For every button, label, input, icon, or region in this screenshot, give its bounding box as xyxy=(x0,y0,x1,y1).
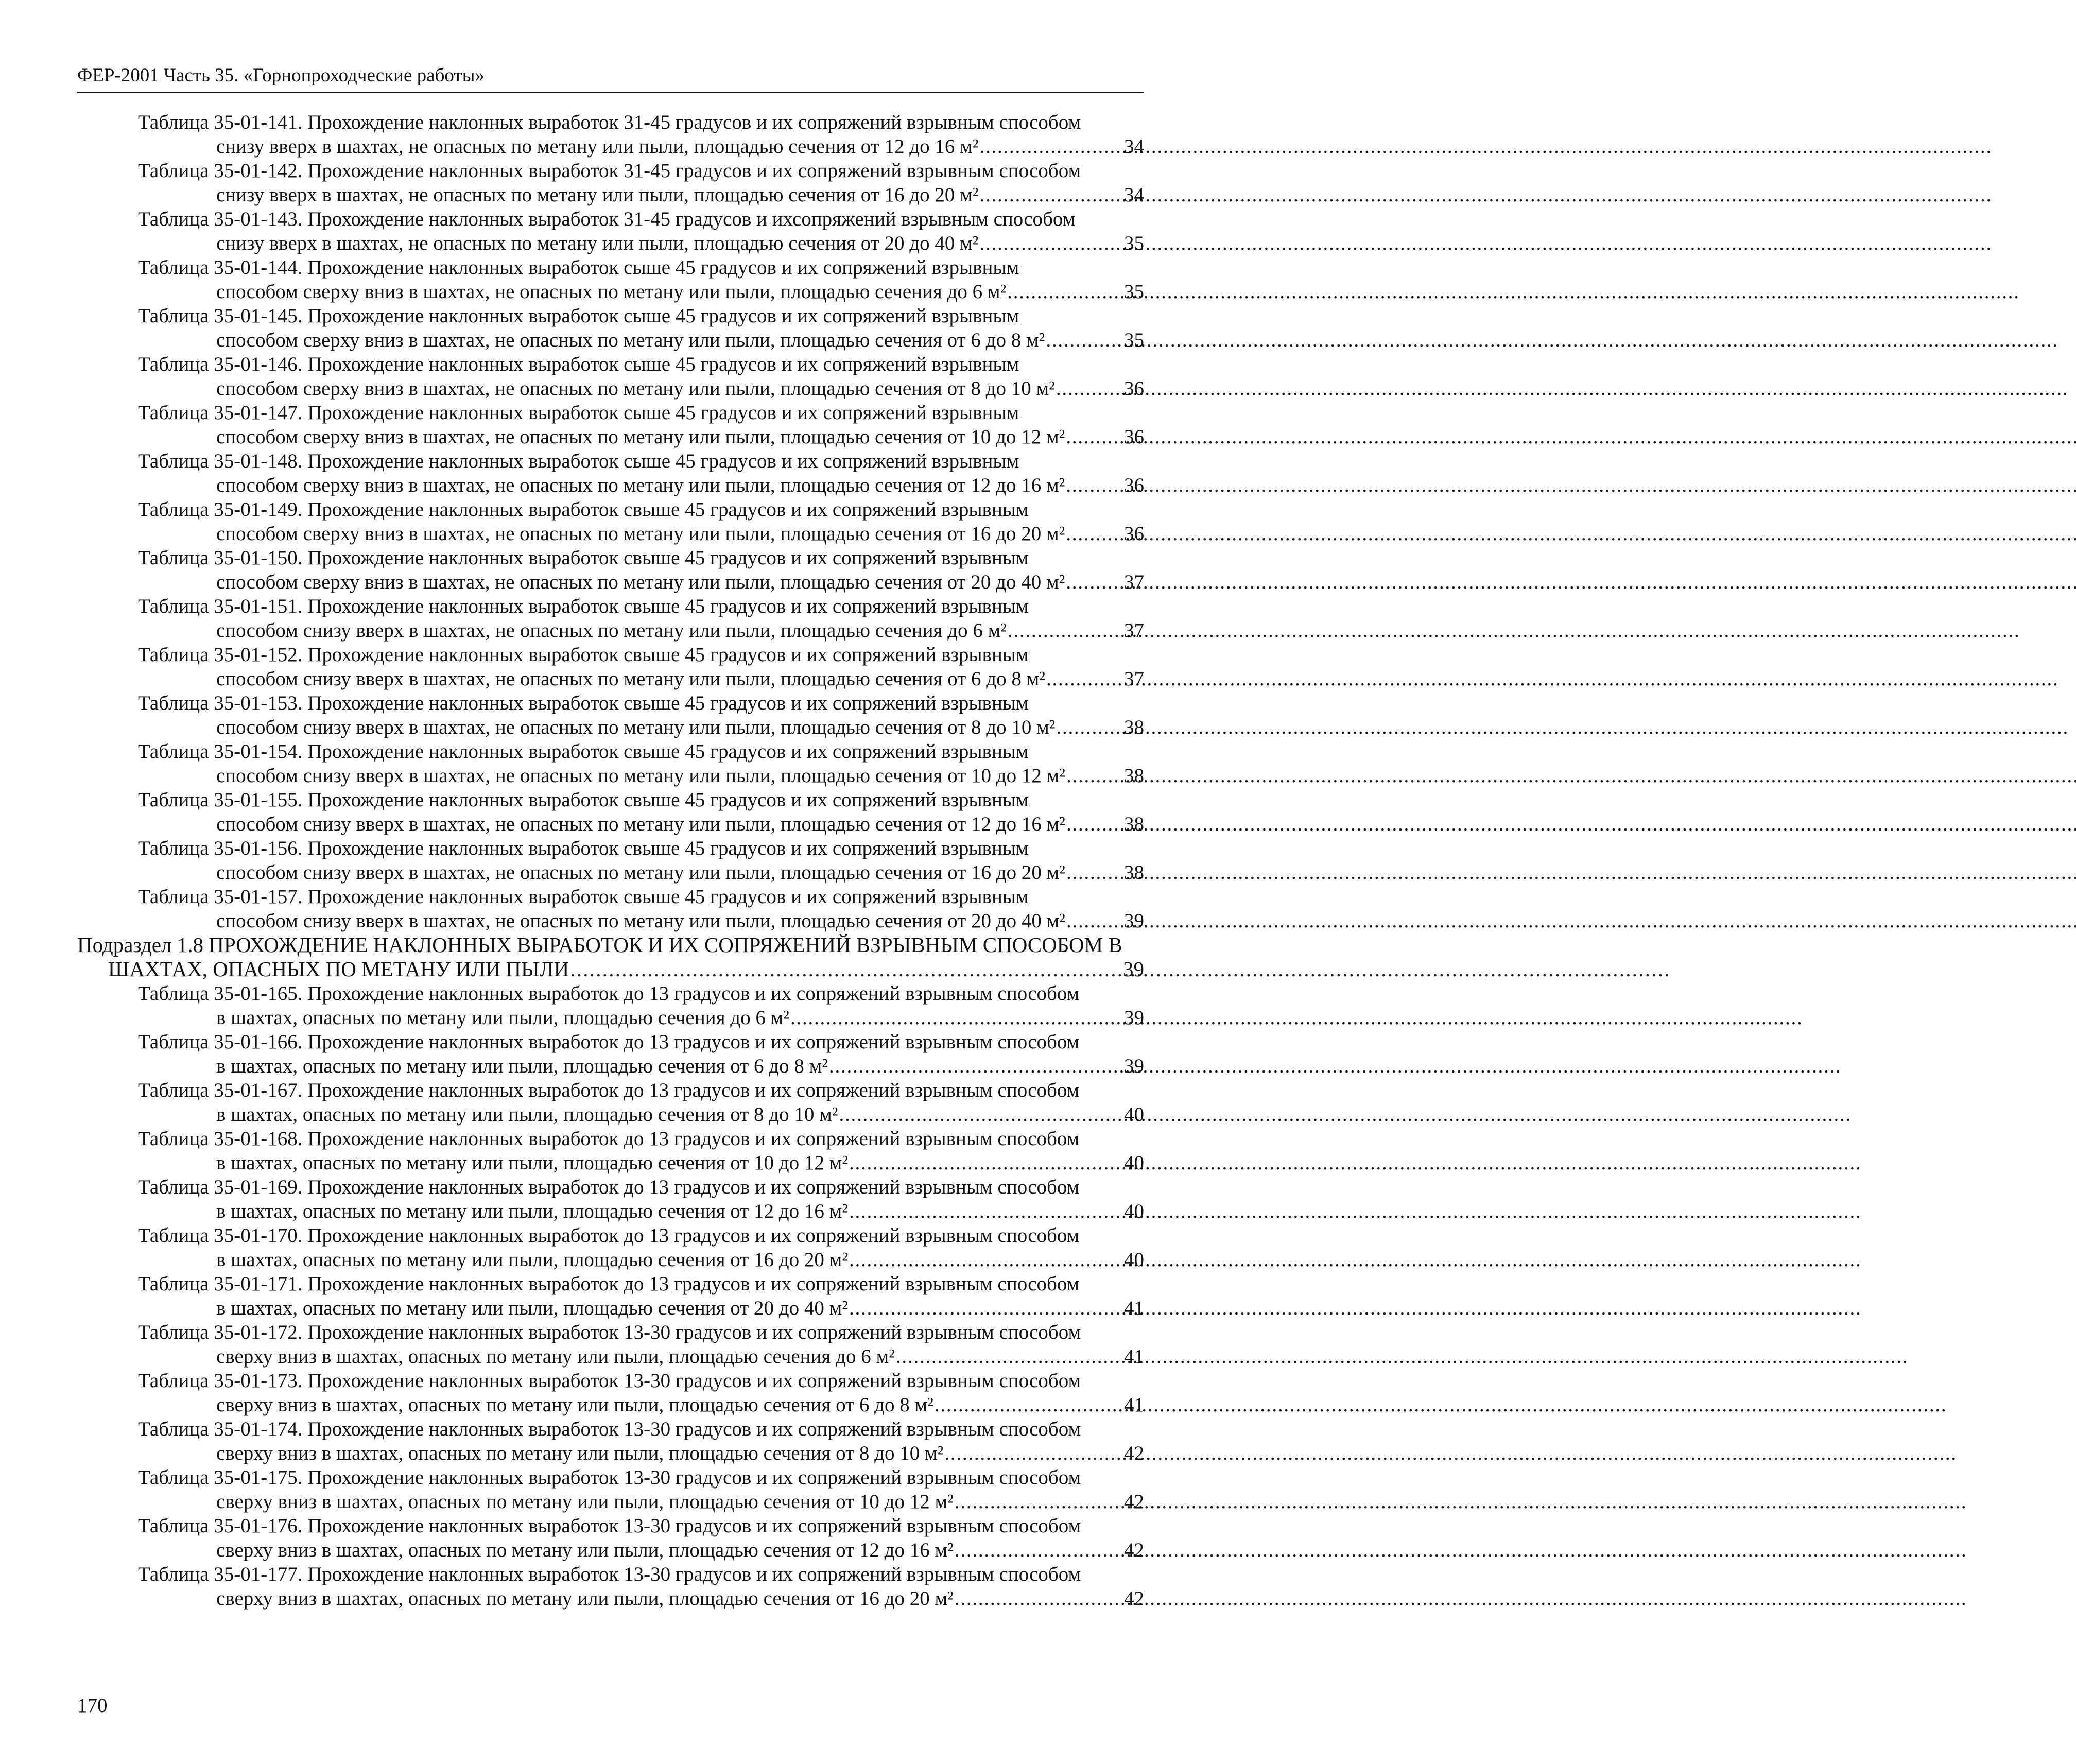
toc-entry-text: сверху вниз в шахтах, опасных по метану или пыли, площадью сечения от 8 до 10 м² xyxy=(216,1442,944,1464)
toc-group-tables-141-157 xyxy=(77,110,1144,933)
toc-entry-title: Таблица 35-01-172. Прохождение наклонных выработок 13-30 градусов и их сопряжений взрывным способом xyxy=(138,1321,1081,1343)
toc-entry[interactable] xyxy=(77,594,1144,643)
toc-entry-text: снизу вверх в шахтах, не опасных по метану или пыли, площадью сечения от 12 до 16 м² xyxy=(216,135,979,158)
dot-leader xyxy=(839,1102,1123,1127)
toc-entry-continuation xyxy=(77,570,1144,594)
toc-entry-page: 39 xyxy=(1124,910,1144,932)
toc-entry-continuation xyxy=(77,1199,1144,1223)
toc-entry-title: Таблица 35-01-141. Прохождение наклонных выработок 31-45 градусов и их сопряжений взрывным способом xyxy=(138,111,1081,133)
toc-entry[interactable] xyxy=(77,1175,1144,1223)
toc-entry[interactable] xyxy=(77,255,1144,304)
dot-leader xyxy=(955,1586,1123,1611)
dot-leader xyxy=(1066,522,1123,546)
toc-entry-text: снизу вверх в шахтах, не опасных по метану или пыли, площадью сечения от 16 до 20 м² xyxy=(216,184,979,206)
toc-entry-page: 41 xyxy=(1124,1394,1144,1416)
toc-entry-text: в шахтах, опасных по метану или пыли, площадью сечения от 8 до 10 м² xyxy=(216,1103,838,1126)
toc-entry-title: Таблица 35-01-153. Прохождение наклонных выработок свыше 45 градусов и их сопряжений взрывным xyxy=(138,692,1029,714)
toc-entry-text: способом сверху вниз в шахтах, не опасных по метану или пыли, площадью сечения от 16 до 20 м² xyxy=(216,523,1065,545)
toc-entry-page: 38 xyxy=(1124,813,1144,835)
toc-entry[interactable] xyxy=(77,1417,1144,1465)
toc-entry[interactable] xyxy=(77,885,1144,933)
toc-entry-continuation xyxy=(77,715,1144,739)
toc-entry-title: Таблица 35-01-146. Прохождение наклонных выработок сыше 45 градусов и их сопряжений взрывным xyxy=(138,353,1019,375)
dot-leader xyxy=(849,1248,1123,1272)
toc-entry-page: 35 xyxy=(1124,329,1144,351)
toc-entry-title: Таблица 35-01-144. Прохождение наклонных выработок сыше 45 градусов и их сопряжений взрывным xyxy=(138,256,1019,279)
dot-leader xyxy=(1066,473,1123,497)
toc-entry-text: способом снизу вверх в шахтах, не опасных по метану или пыли, площадью сечения от 16 до 20 м² xyxy=(216,861,1065,884)
dot-leader xyxy=(1057,715,1123,739)
toc-entry-text: сверху вниз в шахтах, опасных по метану или пыли, площадью сечения от 16 до 20 м² xyxy=(216,1587,954,1610)
toc-entry-text: в шахтах, опасных по метану или пыли, площадью сечения от 6 до 8 м² xyxy=(216,1055,828,1077)
toc-section-title-cont xyxy=(77,957,1144,981)
toc-entry-continuation xyxy=(77,764,1144,788)
page-number: 170 xyxy=(77,1694,108,1717)
toc-entry-text: сверху вниз в шахтах, опасных по метану или пыли, площадью сечения от 10 до 12 м² xyxy=(216,1491,954,1513)
toc-entry-text: способом снизу вверх в шахтах, не опасных по метану или пыли, площадью сечения от 12 до 16 м² xyxy=(216,813,1065,835)
toc-entry-text: способом сверху вниз в шахтах, не опасных по метану или пыли, площадью сечения от 6 до 8 м² xyxy=(216,329,1045,351)
dot-leader xyxy=(955,1490,1123,1514)
table-of-contents xyxy=(77,110,1144,1611)
toc-entry-continuation xyxy=(77,183,1144,207)
toc-group-tables-165-177 xyxy=(77,981,1144,1611)
toc-entry-text: сверху вниз в шахтах, опасных по метану или пыли, площадью сечения от 6 до 8 м² xyxy=(216,1394,933,1416)
dot-leader xyxy=(1046,328,1123,352)
toc-entry-text: способом сверху вниз в шахтах, не опасных по метану или пыли, площадью сечения от 20 до 40 м² xyxy=(216,571,1065,593)
dot-leader xyxy=(1066,570,1123,594)
toc-entry-page: 36 xyxy=(1124,426,1144,448)
toc-entry-text: способом сверху вниз в шахтах, не опасных по метану или пыли, площадью сечения от 10 до 12 м² xyxy=(216,426,1065,448)
toc-entry-page: 35 xyxy=(1124,281,1144,303)
toc-entry[interactable] xyxy=(77,643,1144,691)
toc-entry-text: способом сверху вниз в шахтах, не опасных по метану или пыли, площадью сечения от 8 до 10 м² xyxy=(216,377,1055,400)
dot-leader xyxy=(980,183,1123,207)
toc-entry[interactable] xyxy=(77,1465,1144,1514)
toc-entry-page: 36 xyxy=(1124,377,1144,400)
toc-entry-text: сверху вниз в шахтах, опасных по метану или пыли, площадью сечения от 12 до 16 м² xyxy=(216,1539,954,1561)
toc-entry[interactable] xyxy=(77,1320,1144,1369)
header-rule xyxy=(77,92,1144,93)
toc-entry[interactable] xyxy=(77,1272,1144,1320)
toc-entry-continuation xyxy=(77,909,1144,933)
toc-entry-page: 41 xyxy=(1124,1345,1144,1368)
toc-entry-continuation xyxy=(77,1393,1144,1417)
toc-section-title: Подраздел 1.8 ПРОХОЖДЕНИЕ НАКЛОННЫХ ВЫРАБОТОК И ИХ СОПРЯЖЕНИЙ ВЗРЫВНЫМ СПОСОБОМ В xyxy=(77,933,1122,957)
toc-entry-text: способом сверху вниз в шахтах, не опасных по метану или пыли, площадью сечения до 6 м² xyxy=(216,281,1007,303)
toc-entry-title: Таблица 35-01-157. Прохождение наклонных выработок свыше 45 градусов и их сопряжений взрывным xyxy=(138,886,1029,908)
toc-entry-title: Таблица 35-01-148. Прохождение наклонных выработок сыше 45 градусов и их сопряжений взрывным xyxy=(138,450,1019,472)
toc-entry-title: Таблица 35-01-175. Прохождение наклонных выработок 13-30 градусов и их сопряжений взрывным способом xyxy=(138,1466,1081,1489)
toc-entry-continuation xyxy=(77,328,1144,352)
toc-entry-page: 39 xyxy=(1124,1055,1144,1077)
toc-entry-title: Таблица 35-01-165. Прохождение наклонных выработок до 13 градусов и их сопряжений взрывным способом xyxy=(138,982,1080,1005)
toc-entry[interactable] xyxy=(77,110,1144,159)
toc-entry-page: 38 xyxy=(1124,716,1144,738)
toc-entry-title: Таблица 35-01-169. Прохождение наклонных выработок до 13 градусов и их сопряжений взрывным способом xyxy=(138,1176,1080,1198)
dot-leader xyxy=(1066,812,1123,836)
toc-entry-continuation xyxy=(77,280,1144,304)
toc-entry[interactable] xyxy=(77,1562,1144,1611)
dot-leader xyxy=(790,1006,1123,1030)
toc-entry-continuation xyxy=(77,812,1144,836)
dot-leader xyxy=(1056,376,1123,401)
toc-entry-page: 37 xyxy=(1124,668,1144,690)
dot-leader xyxy=(1046,667,1123,691)
toc-entry-title: Таблица 35-01-143. Прохождение наклонных выработок 31-45 градусов и ихсопряжений взрывным способом xyxy=(138,208,1076,230)
toc-entry-text: способом снизу вверх в шахтах, не опасных по метану или пыли, площадью сечения от 20 до 40 м² xyxy=(216,910,1065,932)
toc-entry-continuation xyxy=(77,425,1144,449)
toc-entry[interactable] xyxy=(77,497,1144,546)
dot-leader xyxy=(980,231,1123,255)
toc-entry[interactable] xyxy=(77,546,1144,594)
toc-entry-title: Таблица 35-01-170. Прохождение наклонных выработок до 13 градусов и их сопряжений взрывным способом xyxy=(138,1224,1080,1247)
toc-entry-page: 40 xyxy=(1124,1152,1144,1174)
toc-entry[interactable] xyxy=(77,401,1144,449)
toc-entry-page: 35 xyxy=(1124,232,1144,254)
toc-entry-title: Таблица 35-01-150. Прохождение наклонных выработок свыше 45 градусов и их сопряжений взрывным xyxy=(138,547,1029,569)
toc-entry-text: сверху вниз в шахтах, опасных по метану или пыли, площадью сечения до 6 м² xyxy=(216,1345,895,1368)
toc-entry-text: в шахтах, опасных по метану или пыли, площадью сечения от 16 до 20 м² xyxy=(216,1249,849,1271)
toc-entry-continuation xyxy=(77,134,1144,159)
toc-entry-continuation xyxy=(77,1296,1144,1320)
toc-entry[interactable] xyxy=(77,836,1144,885)
toc-entry[interactable] xyxy=(77,1223,1144,1272)
toc-entry-continuation xyxy=(77,522,1144,546)
toc-entry-continuation xyxy=(77,1344,1144,1369)
toc-entry-title: Таблица 35-01-154. Прохождение наклонных выработок свыше 45 градусов и их сопряжений взрывным xyxy=(138,740,1029,763)
dot-leader xyxy=(955,1538,1123,1562)
toc-entry-page: 40 xyxy=(1124,1249,1144,1271)
dot-leader xyxy=(1066,860,1123,885)
toc-entry-title: Таблица 35-01-156. Прохождение наклонных выработок свыше 45 градусов и их сопряжений взрывным xyxy=(138,837,1029,859)
toc-entry-title: Таблица 35-01-176. Прохождение наклонных выработок 13-30 градусов и их сопряжений взрывным способом xyxy=(138,1515,1081,1537)
toc-entry-text: в шахтах, опасных по метану или пыли, площадью сечения от 10 до 12 м² xyxy=(216,1152,849,1174)
toc-entry-continuation xyxy=(77,1006,1144,1030)
dot-leader xyxy=(1066,909,1123,933)
toc-entry-title: Таблица 35-01-166. Прохождение наклонных выработок до 13 градусов и их сопряжений взрывным способом xyxy=(138,1031,1080,1053)
toc-entry-page: 38 xyxy=(1124,765,1144,787)
toc-entry-text: способом сверху вниз в шахтах, не опасных по метану или пыли, площадью сечения от 12 до 16 м² xyxy=(216,474,1065,496)
toc-entry[interactable] xyxy=(77,1369,1144,1417)
toc-entry-text: способом снизу вверх в шахтах, не опасных по метану или пыли, площадью сечения до 6 м² xyxy=(216,619,1007,642)
toc-entry-page: 42 xyxy=(1124,1539,1144,1561)
toc-entry-continuation xyxy=(77,231,1144,255)
toc-entry-title: Таблица 35-01-167. Прохождение наклонных выработок до 13 градусов и их сопряжений взрывным способом xyxy=(138,1079,1080,1101)
toc-entry-page: 34 xyxy=(1124,135,1144,158)
dot-leader xyxy=(944,1441,1123,1465)
toc-entry-page: 41 xyxy=(1124,1297,1144,1319)
dot-leader xyxy=(849,1296,1123,1320)
toc-entry-page: 34 xyxy=(1124,184,1144,206)
dot-leader xyxy=(935,1393,1123,1417)
toc-entry-text: способом снизу вверх в шахтах, не опасных по метану или пыли, площадью сечения от 8 до 10 м² xyxy=(216,716,1056,738)
toc-entry-page: 38 xyxy=(1124,861,1144,884)
toc-entry[interactable] xyxy=(77,1030,1144,1078)
toc-entry[interactable] xyxy=(77,207,1144,255)
dot-leader xyxy=(849,1199,1123,1223)
dot-leader xyxy=(1066,425,1123,449)
toc-entry-page: 36 xyxy=(1124,523,1144,545)
toc-entry-text: в шахтах, опасных по метану или пыли, площадью сечения до 6 м² xyxy=(216,1007,789,1029)
toc-entry-page: 40 xyxy=(1124,1103,1144,1126)
toc-section-1-8[interactable] xyxy=(77,933,1144,981)
dot-leader xyxy=(570,957,1122,981)
toc-entry[interactable] xyxy=(77,159,1144,207)
toc-entry-title: Таблица 35-01-147. Прохождение наклонных выработок сыше 45 градусов и их сопряжений взрывным xyxy=(138,402,1019,424)
dot-leader xyxy=(896,1344,1123,1369)
toc-entry-continuation xyxy=(77,667,1144,691)
toc-entry-text: снизу вверх в шахтах, не опасных по метану или пыли, площадью сечения от 20 до 40 м² xyxy=(216,232,979,254)
toc-entry-continuation xyxy=(77,1538,1144,1562)
toc-entry[interactable] xyxy=(77,1078,1144,1127)
toc-entry-page: 39 xyxy=(1124,1007,1144,1029)
toc-entry-continuation xyxy=(77,376,1144,401)
toc-entry-text: в шахтах, опасных по метану или пыли, площадью сечения от 20 до 40 м² xyxy=(216,1297,849,1319)
toc-entry-text: в шахтах, опасных по метану или пыли, площадью сечения от 12 до 16 м² xyxy=(216,1200,849,1222)
toc-section-page: 39 xyxy=(1123,957,1144,981)
toc-entry-title: Таблица 35-01-174. Прохождение наклонных выработок 13-30 градусов и их сопряжений взрывным способом xyxy=(138,1418,1081,1440)
dot-leader xyxy=(980,134,1123,159)
toc-entry-title: Таблица 35-01-145. Прохождение наклонных выработок сыше 45 градусов и их сопряжений взрывным xyxy=(138,305,1019,327)
toc-entry-continuation xyxy=(77,1151,1144,1175)
toc-entry-continuation xyxy=(77,1248,1144,1272)
toc-entry[interactable] xyxy=(77,1514,1144,1562)
page-header: ФЕР-2001 Часть 35. «Горнопроходческие работы» xyxy=(77,65,485,86)
toc-entry[interactable] xyxy=(77,449,1144,497)
toc-entry[interactable] xyxy=(77,352,1144,401)
toc-entry-continuation xyxy=(77,473,1144,497)
toc-entry-page: 42 xyxy=(1124,1587,1144,1610)
toc-entry-continuation xyxy=(77,1441,1144,1465)
dot-leader xyxy=(829,1054,1123,1078)
toc-entry-continuation xyxy=(77,618,1144,643)
toc-entry-title: Таблица 35-01-168. Прохождение наклонных выработок до 13 градусов и их сопряжений взрывным способом xyxy=(138,1128,1080,1150)
toc-entry-title: Таблица 35-01-171. Прохождение наклонных выработок до 13 градусов и их сопряжений взрывным способом xyxy=(138,1273,1080,1295)
toc-entry-page: 40 xyxy=(1124,1200,1144,1222)
toc-entry-continuation xyxy=(77,860,1144,885)
toc-entry-title: Таблица 35-01-151. Прохождение наклонных выработок свыше 45 градусов и их сопряжений взрывным xyxy=(138,595,1029,617)
toc-entry-title: Таблица 35-01-149. Прохождение наклонных выработок свыше 45 градусов и их сопряжений взрывным xyxy=(138,498,1029,521)
toc-entry-continuation xyxy=(77,1102,1144,1127)
toc-entry-text: способом снизу вверх в шахтах, не опасных по метану или пыли, площадью сечения от 10 до 12 м² xyxy=(216,765,1065,787)
toc-entry-page: 37 xyxy=(1124,619,1144,642)
toc-entry-continuation xyxy=(77,1586,1144,1611)
toc-entry[interactable] xyxy=(77,691,1144,739)
toc-entry[interactable] xyxy=(77,739,1144,788)
toc-entry[interactable] xyxy=(77,304,1144,352)
toc-entry[interactable] xyxy=(77,981,1144,1030)
toc-entry-title: Таблица 35-01-142. Прохождение наклонных выработок 31-45 градусов и их сопряжений взрывным способом xyxy=(138,160,1081,182)
dot-leader xyxy=(1007,280,1123,304)
toc-section-title-text: ШАХТАХ, ОПАСНЫХ ПО МЕТАНУ ИЛИ ПЫЛИ xyxy=(108,957,569,981)
toc-entry-title: Таблица 35-01-177. Прохождение наклонных выработок 13-30 градусов и их сопряжений взрывным способом xyxy=(138,1563,1081,1585)
dot-leader xyxy=(1066,764,1123,788)
toc-entry[interactable] xyxy=(77,1127,1144,1175)
toc-entry-title: Таблица 35-01-155. Прохождение наклонных выработок свыше 45 градусов и их сопряжений взрывным xyxy=(138,789,1029,811)
dot-leader xyxy=(1008,618,1123,643)
toc-entry-title: Таблица 35-01-152. Прохождение наклонных выработок свыше 45 градусов и их сопряжений взрывным xyxy=(138,644,1029,666)
toc-entry-page: 42 xyxy=(1124,1491,1144,1513)
dot-leader xyxy=(849,1151,1123,1175)
toc-entry-page: 42 xyxy=(1124,1442,1144,1464)
toc-entry-continuation xyxy=(77,1054,1144,1078)
toc-entry-continuation xyxy=(77,1490,1144,1514)
toc-entry-text: способом снизу вверх в шахтах, не опасных по метану или пыли, площадью сечения от 6 до 8 м² xyxy=(216,668,1045,690)
toc-entry[interactable] xyxy=(77,788,1144,836)
toc-entry-page: 37 xyxy=(1124,571,1144,593)
toc-entry-page: 36 xyxy=(1124,474,1144,496)
toc-entry-title: Таблица 35-01-173. Прохождение наклонных выработок 13-30 градусов и их сопряжений взрывным способом xyxy=(138,1370,1081,1392)
